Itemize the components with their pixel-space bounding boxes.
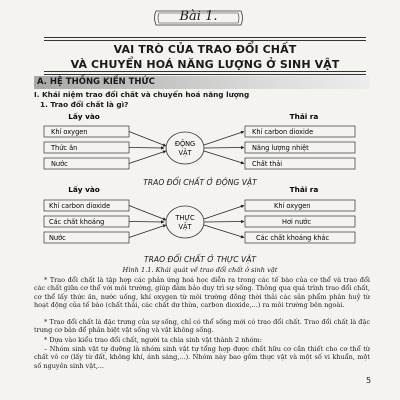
paragraph: * Trao đổi chất là tập hợp các phản ứng hoá học diễn ra trong các tế bào của cơ thể và trao đổi các chất giữa cơ thể với môi trường, giúp đảm bảo duy trì sự sống. Thông qua quá trình trao đổi chất, cơ thể lấy thức ăn, nước uống, khí oxygen từ môi trường đồng thời thải các sản phẩm phân huỷ từ hoạt động của tế bào (chất thải, các chất dư thừa, carbon dioxide,...) ra môi trường bên ngoài. — [34, 276, 370, 309]
heading-1: I. Khái niệm trao đổi chất và chuyển hoá năng lượng — [34, 90, 250, 99]
plant-diagram-caption: TRAO ĐỔI CHẤT Ở THỰC VẬT — [143, 255, 257, 264]
animal-output-label: Khí carbon dioxide — [252, 128, 314, 136]
section-heading: A. HỆ THỐNG KIẾN THỨC — [34, 76, 370, 89]
plant-output-arrow — [204, 225, 244, 238]
animal-output-label: Năng lượng nhiệt — [252, 144, 309, 152]
plant-output-arrow — [204, 222, 244, 223]
animal-input-arrow — [129, 148, 164, 149]
animal-center-label: ĐỘNG — [174, 140, 196, 148]
animal-output-arrow — [204, 148, 244, 149]
plant-input-label: Các chất khoáng — [49, 218, 105, 226]
plant-output-label: Các chất khoáng khác — [256, 234, 330, 242]
paragraph: * Dựa vào kiểu trao đổi chất, người ta chia sinh vật thành 2 nhóm: — [44, 336, 262, 344]
lesson-banner — [152, 8, 245, 28]
heading-1-1: 1. Trao đổi chất là gì? — [40, 100, 129, 109]
figure-caption: Hình 1.1. Khái quát về trao đổi chất ở sinh vật — [122, 266, 278, 274]
plant-center-label: VẬT — [178, 223, 192, 231]
animal-output-label: Chất thải — [252, 160, 283, 168]
title-line-2: VÀ CHUYỂN HOÁ NĂNG LƯỢNG Ở SINH VẬT — [70, 58, 340, 71]
plant-output-label: Hơi nước — [282, 218, 311, 226]
plant-output-header: Thải ra — [289, 185, 319, 194]
lesson-title — [44, 37, 366, 75]
plant-center-label: THỰC — [175, 214, 195, 222]
animal-input-label: Khí oxygen — [51, 128, 88, 136]
plant-input-label: Nước — [49, 234, 66, 242]
paragraph: – Nhóm sinh vật tự dưỡng là nhóm sinh vật tự tổng hợp được chất hữu cơ cần thiết cho cơ thể từ chất vô cơ (lấy từ đất, không khí, ánh sáng,...). Nhóm này bao gồm thực vật và một số vi khuẩn, một số nguyên sinh vật,... — [34, 345, 370, 370]
page-number: 5 — [366, 376, 372, 385]
animal-output-arrow — [204, 132, 244, 146]
metabolism-diagram — [34, 108, 370, 266]
plant-output-label: Khí oxygen — [274, 202, 311, 210]
title-line-1: VAI TRÒ CỦA TRAO ĐỔI CHẤT — [113, 43, 297, 56]
animal-diagram — [44, 112, 355, 169]
plant-input-header: Lấy vào — [68, 185, 100, 194]
animal-center-label: VẬT — [178, 149, 192, 157]
plant-input-arrow — [129, 206, 166, 221]
plant-input-label: Khí carbon dioxide — [49, 202, 111, 210]
plant-input-arrow — [129, 222, 164, 223]
lesson-label: Bài 1. — [179, 9, 218, 24]
animal-input-arrow — [129, 151, 166, 164]
animal-input-label: Thức ăn — [51, 144, 78, 152]
paragraph: * Trao đổi chất là đặc trưng của sự sống, chỉ có thể sống mới có trao đổi chất. Trao đổi chất là đặc trưng cơ bản để phân biệt vật sống và vật không sống. — [34, 318, 370, 335]
animal-input-arrow — [129, 132, 166, 147]
animal-output-arrow — [204, 151, 244, 164]
plant-output-arrow — [204, 206, 244, 220]
plant-diagram — [44, 185, 355, 243]
animal-diagram-caption: TRAO ĐỔI CHẤT Ở ĐỘNG VẬT — [143, 178, 257, 187]
plant-input-arrow — [129, 225, 166, 238]
plant-center-circle — [166, 206, 204, 238]
animal-input-label: Nước — [51, 160, 68, 168]
animal-input-header: Lấy vào — [68, 112, 100, 121]
animal-output-header: Thải ra — [289, 112, 319, 121]
animal-center-circle — [166, 132, 204, 164]
